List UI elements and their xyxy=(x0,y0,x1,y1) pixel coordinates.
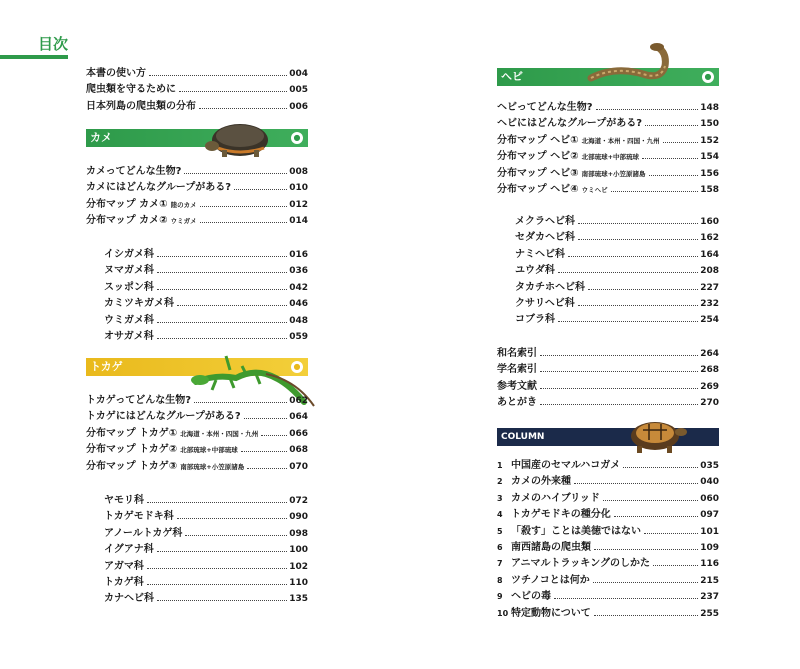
entry-title: ウミガメ科 xyxy=(104,314,154,326)
dot-leader xyxy=(200,222,288,223)
page-number: 090 xyxy=(289,512,308,523)
entry-title: 中国産のセマルハコガメ xyxy=(511,460,621,471)
dot-leader xyxy=(157,289,287,290)
entry-title: セダカヘビ科 xyxy=(515,232,575,244)
entry-title: トカゲにはどんなグループがある? xyxy=(86,411,241,423)
toc-entry[interactable] xyxy=(497,263,719,279)
page-number: 042 xyxy=(289,282,308,293)
dot-leader xyxy=(157,272,287,273)
entry-title: カメの外来種 xyxy=(511,476,571,488)
dot-leader xyxy=(578,305,698,306)
toc-entry[interactable] xyxy=(497,296,719,312)
entry-subtitle: 北海道・本州・四国・九州 xyxy=(180,429,259,438)
dot-leader xyxy=(645,125,698,126)
toc-entry[interactable] xyxy=(497,312,719,328)
entry-title: 参考文献 xyxy=(497,380,537,392)
dot-leader xyxy=(594,549,698,550)
toc-title: 目次 xyxy=(38,35,69,53)
toc-entry[interactable] xyxy=(497,247,719,263)
page-number: 270 xyxy=(700,398,719,409)
page-number: 068 xyxy=(289,445,308,456)
back-matter-list xyxy=(497,346,719,412)
page-number: 110 xyxy=(289,577,308,588)
page-number: 109 xyxy=(700,542,719,553)
page-number: 006 xyxy=(289,101,308,112)
entry-title: 分布マップ ヘビ③ xyxy=(497,167,579,179)
entry-title: 分布マップ トカゲ③ xyxy=(86,460,178,472)
toc-entry[interactable] xyxy=(497,214,719,230)
dot-leader xyxy=(147,568,287,569)
lizard-header-text: トカゲ xyxy=(90,360,123,373)
entry-title: オサガメ科 xyxy=(104,330,154,342)
toc-entry[interactable] xyxy=(497,100,719,116)
entry-title: クサリヘビ科 xyxy=(515,297,575,309)
page-number: 004 xyxy=(289,69,308,79)
entry-title: メクラヘビ科 xyxy=(515,216,575,227)
dot-leader xyxy=(157,600,287,601)
turtle-intro-list xyxy=(86,164,308,230)
dot-leader xyxy=(149,75,287,76)
entry-title: 特定動物について xyxy=(511,607,591,619)
column-number: 3 xyxy=(497,493,503,503)
dot-leader xyxy=(558,321,698,322)
dot-leader xyxy=(177,518,288,519)
entry-title: トカゲってどんな生物? xyxy=(86,395,192,406)
snake-header-text: ヘビ xyxy=(501,70,523,83)
title-underline xyxy=(0,55,68,59)
entry-title: 爬虫類を守るために xyxy=(86,84,176,96)
page-number: 148 xyxy=(700,103,719,113)
dot-leader xyxy=(540,371,698,372)
entry-title: 分布マップ ヘビ④ xyxy=(497,183,579,195)
page-number: 066 xyxy=(289,428,308,439)
entry-title: カナヘビ科 xyxy=(104,593,154,605)
page-number: 059 xyxy=(289,331,308,342)
page-number: 232 xyxy=(700,298,719,309)
dot-leader xyxy=(649,175,699,176)
page-number: 101 xyxy=(700,526,719,537)
dot-leader xyxy=(578,239,698,240)
entry-title: 「殺す」ことは美徳ではない xyxy=(511,525,641,537)
entry-title: トカゲモドキ科 xyxy=(104,511,174,523)
column-number: 5 xyxy=(497,526,503,536)
entry-subtitle: 南部琉球+小笠原諸島 xyxy=(581,169,646,178)
toc-entry[interactable] xyxy=(86,393,308,409)
page-number: 269 xyxy=(700,381,719,392)
column-number: 8 xyxy=(497,575,503,585)
dot-leader xyxy=(147,502,287,503)
toc-entry[interactable] xyxy=(497,149,719,165)
page-number: 227 xyxy=(700,282,719,293)
toc-entry[interactable] xyxy=(86,66,308,82)
toc-entry[interactable] xyxy=(497,230,719,246)
page-number: 162 xyxy=(700,233,719,244)
entry-title: ヘビにはどんなグループがある? xyxy=(497,118,643,130)
page-number: 010 xyxy=(289,183,308,194)
entry-title: タカチホヘビ科 xyxy=(515,281,585,293)
page-number: 008 xyxy=(289,167,308,177)
toc-entry[interactable] xyxy=(86,442,308,458)
dot-leader xyxy=(234,189,287,190)
page-number: 215 xyxy=(700,575,719,586)
toc-entry[interactable] xyxy=(86,493,308,509)
page-number: 208 xyxy=(700,266,719,277)
page-number: 046 xyxy=(289,299,308,310)
dot-leader xyxy=(185,535,287,536)
page-number: 035 xyxy=(700,461,719,471)
page-number: 254 xyxy=(700,315,719,326)
column-number: 6 xyxy=(497,542,503,552)
page-number: 164 xyxy=(700,249,719,260)
entry-title: アノールトカゲ科 xyxy=(104,527,183,539)
toc-entry[interactable] xyxy=(497,166,719,182)
toc-entry[interactable] xyxy=(497,346,719,362)
turtle-icon: ● xyxy=(291,132,303,144)
dot-leader xyxy=(184,173,287,174)
dot-leader xyxy=(588,289,698,290)
dot-leader xyxy=(147,584,288,585)
entry-subtitle: ウミガメ xyxy=(170,217,197,226)
page-number: 102 xyxy=(289,561,308,572)
dot-leader xyxy=(200,206,288,207)
toc-entry[interactable] xyxy=(86,197,308,213)
entry-title: アガマ科 xyxy=(104,560,144,572)
toc-entry[interactable] xyxy=(86,313,308,329)
entry-title: カミツキガメ科 xyxy=(104,298,174,310)
dot-leader xyxy=(653,565,698,566)
entry-subtitle: 陸のカメ xyxy=(170,200,197,209)
dot-leader xyxy=(642,158,698,159)
snake-photo xyxy=(585,40,685,88)
entry-title: ツチノコとは何か xyxy=(511,574,590,586)
dot-leader xyxy=(177,305,287,306)
entry-title: 分布マップ トカゲ① xyxy=(86,427,178,439)
column-number: 10 xyxy=(497,608,509,618)
dot-leader xyxy=(241,451,288,452)
page-number: 062 xyxy=(289,396,308,406)
page-number: 014 xyxy=(289,216,308,227)
snake-intro-list xyxy=(497,100,719,198)
toc-entry[interactable] xyxy=(86,542,308,558)
dot-leader xyxy=(594,615,698,616)
column-header-text: COLUMN xyxy=(501,432,545,442)
toc-entry[interactable] xyxy=(497,540,719,556)
entry-subtitle: 南部琉球+小笠原諸島 xyxy=(180,462,245,471)
toc-entry[interactable] xyxy=(497,491,719,507)
toc-entry[interactable] xyxy=(497,116,719,132)
column-list xyxy=(497,458,719,622)
entry-title: ヤモリ科 xyxy=(104,495,144,506)
dot-leader xyxy=(194,402,287,403)
entry-title: 分布マップ ヘビ② xyxy=(497,151,579,163)
entry-title: ヌマガメ科 xyxy=(104,265,154,277)
dot-leader xyxy=(568,256,698,257)
dot-leader xyxy=(554,598,698,599)
toc-entry[interactable] xyxy=(497,182,719,198)
column-number: 4 xyxy=(497,510,503,520)
left-page xyxy=(86,0,308,669)
dot-leader xyxy=(574,483,698,484)
dot-leader xyxy=(179,91,287,92)
column-number: 2 xyxy=(497,477,503,487)
box-turtle-photo xyxy=(621,410,691,460)
dot-leader xyxy=(663,142,699,143)
entry-subtitle: 北部琉球+中部琉球 xyxy=(581,153,640,162)
dot-leader xyxy=(157,551,287,552)
toc-entry[interactable] xyxy=(497,507,719,523)
page-number: 237 xyxy=(700,592,719,603)
column-number: 7 xyxy=(497,559,503,569)
page-number: 255 xyxy=(700,608,719,619)
entry-title: ユウダ科 xyxy=(515,265,555,277)
dot-leader xyxy=(614,516,699,517)
entry-title: 和名索引 xyxy=(497,348,537,359)
entry-subtitle: 北部琉球+中部琉球 xyxy=(180,446,238,455)
page-number: 116 xyxy=(700,559,719,570)
entry-title: ヘビってどんな生物? xyxy=(497,102,593,113)
page-number: 070 xyxy=(289,461,308,472)
toc-entry[interactable] xyxy=(86,164,308,180)
page-number: 268 xyxy=(700,365,719,376)
entry-subtitle: 北海道・本州・四国・九州 xyxy=(581,136,660,145)
dot-leader xyxy=(540,404,698,405)
toc-entry[interactable] xyxy=(86,509,308,525)
entry-title: 南西諸島の爬虫類 xyxy=(511,541,591,553)
page-number: 264 xyxy=(700,349,719,359)
toc-entry[interactable] xyxy=(497,556,719,572)
entry-title: イシガメ科 xyxy=(104,249,154,260)
toc-entry[interactable] xyxy=(86,82,308,98)
page-number: 098 xyxy=(289,528,308,539)
page-number: 064 xyxy=(289,412,308,423)
entry-title: イグアナ科 xyxy=(104,544,154,556)
entry-title: 分布マップ トカゲ② xyxy=(86,444,178,456)
entry-title: 分布マップ ヘビ① xyxy=(497,134,579,146)
entry-title: 分布マップ カメ② xyxy=(86,215,168,227)
page-number: 160 xyxy=(700,217,719,227)
toc-entry[interactable] xyxy=(86,280,308,296)
toc-entry[interactable] xyxy=(497,362,719,378)
page-number: 060 xyxy=(700,493,719,504)
toc-entry[interactable] xyxy=(86,426,308,442)
entry-title: ナミヘビ科 xyxy=(515,248,565,260)
toc-entry[interactable] xyxy=(86,213,308,229)
snake-family-list xyxy=(497,214,719,329)
column-number: 9 xyxy=(497,592,503,602)
page-number: 152 xyxy=(700,135,719,146)
toc-entry[interactable] xyxy=(86,459,308,475)
page-number: 048 xyxy=(289,315,308,326)
page-number: 005 xyxy=(289,85,308,96)
toc-entry[interactable] xyxy=(86,263,308,279)
page-number: 135 xyxy=(289,594,308,605)
page-number: 016 xyxy=(289,250,308,260)
toc-entry[interactable] xyxy=(86,247,308,263)
page-number: 100 xyxy=(289,545,308,556)
page-number: 158 xyxy=(700,184,719,195)
entry-title: 学名索引 xyxy=(497,364,537,376)
entry-title: 日本列島の爬虫類の分布 xyxy=(86,100,196,112)
dot-leader xyxy=(199,108,287,109)
dot-leader xyxy=(540,388,698,389)
turtle-family-list xyxy=(86,247,308,345)
page-number: 150 xyxy=(700,119,719,130)
turtle-photo xyxy=(198,112,278,162)
toc-entry[interactable] xyxy=(497,280,719,296)
entry-title: コブラ科 xyxy=(515,314,555,326)
dot-leader xyxy=(157,338,287,339)
page-number: 012 xyxy=(289,199,308,210)
entry-title: アニマルトラッキングのしかた xyxy=(511,558,650,570)
page-number: 036 xyxy=(289,266,308,277)
dot-leader xyxy=(644,533,698,534)
entry-title: 分布マップ カメ① xyxy=(86,198,168,210)
entry-subtitle: ウミヘビ xyxy=(581,185,608,194)
lizard-intro-list xyxy=(86,393,308,475)
dot-leader xyxy=(247,468,287,469)
toc-entry[interactable] xyxy=(86,559,308,575)
toc-entry[interactable] xyxy=(86,591,308,607)
toc-entry[interactable] xyxy=(497,589,719,605)
lizard-family-list xyxy=(86,493,308,608)
dot-leader xyxy=(611,191,699,192)
turtle-header-text: カメ xyxy=(90,131,112,144)
dot-leader xyxy=(603,500,698,501)
page-number: 154 xyxy=(700,152,719,163)
dot-leader xyxy=(578,223,698,224)
entry-title: カメにはどんなグループがある? xyxy=(86,182,232,194)
snake-icon: ● xyxy=(702,71,714,83)
dot-leader xyxy=(540,355,698,356)
page-number: 040 xyxy=(700,477,719,488)
right-page xyxy=(497,0,719,669)
dot-leader xyxy=(157,256,287,257)
page-number: 156 xyxy=(700,168,719,179)
entry-title: あとがき xyxy=(497,397,537,409)
dot-leader xyxy=(596,109,699,110)
dot-leader xyxy=(623,467,698,468)
toc-entry[interactable] xyxy=(497,474,719,490)
dot-leader xyxy=(261,435,287,436)
page-number: 097 xyxy=(700,510,719,521)
toc-entry[interactable] xyxy=(497,379,719,395)
entry-title: スッポン科 xyxy=(104,281,154,293)
toc-entry[interactable] xyxy=(497,133,719,149)
toc-entry[interactable] xyxy=(497,606,719,622)
lizard-icon: ● xyxy=(291,361,303,373)
dot-leader xyxy=(244,418,288,419)
entry-title: 本書の使い方 xyxy=(86,68,146,79)
toc-entry[interactable] xyxy=(86,296,308,312)
toc-entry[interactable] xyxy=(86,180,308,196)
dot-leader xyxy=(157,322,287,323)
toc-entry[interactable] xyxy=(86,409,308,425)
toc-entry[interactable] xyxy=(86,575,308,591)
front-matter-list xyxy=(86,66,308,115)
entry-title: トカゲ科 xyxy=(104,576,144,588)
entry-title: カメのハイブリッド xyxy=(511,492,600,504)
toc-entry[interactable] xyxy=(497,573,719,589)
column-number: 1 xyxy=(497,461,503,470)
dot-leader xyxy=(558,272,698,273)
entry-title: ヘビの毒 xyxy=(511,591,551,603)
toc-entry[interactable] xyxy=(497,524,719,540)
page-number: 072 xyxy=(289,496,308,506)
toc-entry[interactable] xyxy=(497,458,719,474)
toc-entry[interactable] xyxy=(86,526,308,542)
entry-title: トカゲモドキの種分化 xyxy=(511,509,611,521)
entry-title: カメってどんな生物? xyxy=(86,166,182,177)
dot-leader xyxy=(593,582,698,583)
